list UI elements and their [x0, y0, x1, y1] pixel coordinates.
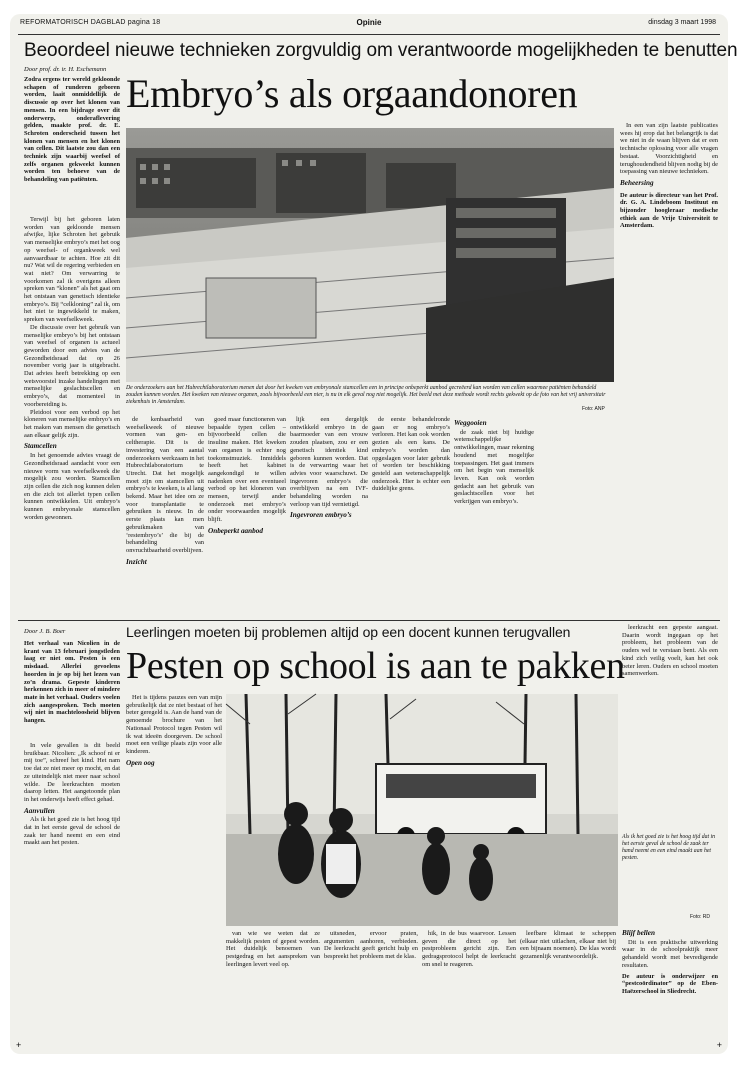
article1-column-2 [126, 416, 204, 616]
article2-headline: Pesten op school is aan te pakken [126, 645, 625, 687]
article1-col5-text: de eerste behandelronde gaan er nog embryo’s verloren. Het kan ook worden gezien als een kans. De embryo’s worden dan opgeslagen voor later gebruik of worden ter beschikking gesteld aan wetenschappelijk onderzoek. Hier is echter een duidelijke grens. [372, 416, 450, 493]
article2-column-3 [226, 930, 320, 1044]
article1-col1-p2: De discussie over het gebruik van menselijke embryo’s bij het ontstaan van weefsel of organen is actueel geworden door een advies van de Gezondheidsraad dat op 26 november vorig jaar is uitgebracht. Dat advies heeft betrekking op een wetsvoorstel inzake handelingen met menselijke geslachtscellen en embryo’s, dat momenteel in voorbereiding is. [24, 323, 120, 408]
registration-mark-left: + [16, 1040, 22, 1050]
article1-subhead-onbeperkt: Onbeperkt aanbod [208, 526, 263, 535]
article2-col4-text: uitsneden, ervoor praten, argumenten aanhoren, verbieden. De leerkracht geeft gericht hulp en bespreekt het probleem met de klas. [324, 930, 418, 961]
article2-column-5 [422, 930, 516, 1044]
article1-col2-text: de kenbaarheid van weefselkweek of nieuwe vormen van gen- en celtherapie. Dit is de investering van een aantal onderzoekers werkzaam in het Hubrechtlaboratorium te Utrecht. Dat het mogelijk moet zijn om stamcellen uit embryo’s te kweken, is al lang bekend. Maar het idee om ze voor transplantatie te gebruiken is nieuw. In de eerste plaats kan men gebruikmaken van ‘restembryo’s’ die bij de behandeling van onvruchtbaarheid overblijven. [126, 416, 204, 554]
article1-column-3 [208, 416, 286, 616]
article2-subhead-openoog: Open oog [126, 758, 155, 767]
article1-headline: Embryo’s als orgaandonoren [126, 71, 578, 116]
hospital-photo-image [126, 128, 614, 382]
article1-col3-text: goed maar functioneren van bepaalde typen cellen – bijvoorbeeld cellen die insuline maken. Het kweken van organen is echter nog toekomstmuziek. Inmiddels heeft het kabinet aangekondigd te willen nadenken over een eventueel verbod op het kloneren van mensen, terwijl ander onderzoek met embryo’s onder voorwaarden mogelijk blijft. [208, 416, 286, 524]
article2-subhead-blijfbellen: Blijf bellen [622, 929, 655, 937]
article1-lead-text: Zodra ergens ter wereld gekloonde schapen of runderen geboren worden, laait onmiddellijk de discussie op over het klonen van mensen. In een bijdrage over dit onderwerp, onderaflevering gelden, maakte prof. dr. E. Schroten onderscheid tussen het klonen van mensen en het klonen van cellen. Dit laatste zou dan een techniek zijn waarbij weefsel of zelfs organen gekweekt kunnen worden ten behoeve van de behandeling van patiënten. [24, 76, 120, 184]
article2-subhead-aanvullen: Aanvullen [24, 806, 55, 815]
hospital-photo [126, 128, 614, 382]
school-photo-image [226, 694, 618, 926]
article1-kicker: Beoordeel nieuwe technieken zorgvuldig om verantwoorde mogelijkheden te benutten [24, 40, 738, 61]
article1-photo-credit: Foto: ANP [582, 406, 605, 412]
article2-lead-text: Het verhaal van Nicolien in de krant van 13 februari jongstleden laag er niet om. Pesten is een misdaad. Allerlei gevoelens hoorden in je op bij het lezen van zo’n drama. Gepeste kinderen herkennen zich in meer of mindere mate in het verhaal. Ouders voelen zich aangesproken. Toch moeten wij niet in machteloosheid blijven hangen. [24, 640, 120, 725]
article1-column-6 [454, 416, 534, 616]
article1-column-4 [290, 416, 368, 616]
article1-lead [24, 76, 120, 210]
page-header [10, 14, 728, 34]
article2-col7-text: leerkracht een gepeste aangaat. Daarin wordt ingegaan op het probleem, het probleem van de ouders wel te verstaan bent. Als een kind zich veilig voelt, kan het ook beter leren. Ouders en school moeten samenwerken. [622, 624, 718, 678]
article2-kicker: Leerlingen moeten bij problemen altijd op een docent kunnen terugvallen [126, 624, 571, 640]
article2-col5-text: hik, in de bus waarvoor. Lessen geven die direct op het pestprobleem gericht zijn. Een gedragsprotocol helpt de leerkracht om snel te reageren. [422, 930, 516, 968]
article1-col6-text: de zaak niet bij huidige wetenschappelijke ontwikkelingen, maar rekening houdend met mogelijke toepassingen. Het gaat immers om het begin van menselijk leven. Kan ook worden gedacht aan het gebruik van geslachtscellen voor het verkrijgen van embryo’s. [454, 428, 534, 506]
header-rule [18, 34, 720, 35]
header-section: Opinie [356, 18, 382, 27]
article1-subhead-beheersing: Beheersing [620, 178, 654, 187]
article1-subhead-ingevroren: Ingevroren embryo’s [290, 511, 352, 520]
article2-col2-text: Het is tijdens pauzes een van mijn gebruikelijk dat ze niet bestaat of het beter geregeld is. Aan de hand van de genoemde brochure van het Nationaal Protocol tegen Pesten wil ik wat ideeën doorgeven. De school moet een veilige plaats zijn voor alle kinderen. [126, 694, 222, 755]
school-photo [226, 694, 618, 926]
article2-column-2 [126, 694, 222, 1044]
article1-byline: Door prof. dr. ir. H. Eschemann [24, 66, 107, 73]
registration-mark-right: + [716, 1040, 722, 1050]
article2-column-8 [622, 926, 718, 1044]
article2-col6-text: leefbare klimaat te scheppen (elkaar niet uitlachen, elkaar niet bij een bijnaam noemen). De klas wordt gezamenlijk verantwoordelijk. [520, 930, 616, 961]
article1-subhead-stamcellen: Stamcellen [24, 442, 57, 451]
article1-col4-text: lijk een dergelijk ontwikkeld embryo in de baarmoeder van een vrouw zouden plaatsen, zou er een genetisch identiek kind geboren kunnen worden. Dat is de verwarring waar het advies voor waarschuwt. De ingevroren embryo’s die overblijven na een IVF-behandeling worden na verloop van tijd vernietigd. [290, 416, 368, 508]
article1-subhead-inzicht: Inzicht [126, 557, 147, 566]
article2-byline: Door J. B. Boer [24, 628, 66, 635]
article2-col7b: Dit is een praktische uitwerking waar in de schoolpraktijk meer gehandeld wordt met bevredigende resultaten. [622, 938, 718, 969]
article2-column-7 [622, 624, 718, 830]
article1-subhead-weggooien: Weggooien [454, 419, 487, 427]
newspaper-page [10, 14, 738, 1054]
article2-caption: Als ik het goed zie is het hoog tijd dat in het eerste geval de school de zaak ter hand neemt en een eind maakt aan het pesten. [622, 834, 716, 861]
article2-col1b: Als ik het goed zie is het hoog tijd dat in het eerste geval de school de zaak ter hand neemt en een eind maakt aan het pesten. [24, 816, 120, 847]
article1-col1-p3: Pleidooi voor een verbod op het kloneren van menselijke embryo’s en het maken van mensen die genetisch aan elkaar gelijk zijn. [24, 408, 120, 439]
article1-column-7 [620, 122, 718, 502]
article1-col7-text: In een van zijn laatste publicaties wees hij erop dat het belangrijk is dat we niet in de waan blijven dat er een technische oplossing voor alle vragen bestaat. Voorzichtigheid en terughoudendheid blijven nodig bij de toepassing van nieuwe technieken. [620, 122, 718, 176]
article2-col1-text: In vele gevallen is dit beeld bruikbaar. Nicolien: „Ik schoof ni er mij toe”, schreef het kind. Het nam toe dat ze niet meer op mocht, en dat ze uiteindelijk niet meer naar school wilde. De leerkrachten moeten daarop letten. Het aangetoonde plan in het onderwijs heeft effect gehad. [24, 742, 120, 803]
article2-author-note: De auteur is onderwijzer en “pestcoördinator” op de Eben-Haëzerschool in Sliedrecht. [622, 972, 718, 995]
article2-col3-text: van wie we weten dat ze makkelijk pesten of gepest worden. Het duidelijk benoemen van pestgedrag en het aanspreken van leerlingen levert veel op. [226, 930, 320, 968]
article2-column-6 [520, 930, 616, 1044]
article1-column-5 [372, 416, 450, 616]
article1-col1-p1: Terwijl bij het geboren laten worden van gekloonde mensen afwijke, lijke Schroten het gebruik van menselijke embryo’s met het oog op weefsel- of organkweek wel aanvaardbaar te achten. Hoe zit dit nu? Wat wil de regering verbieden en wat niet? Om verwarring te voorkomen zal ik overigens alleen spreken van “klonen” als het gaat om het ontstaan van genetisch identieke embryo’s. Bij “celkloning” zal ik, om het niet te ingewikkeld te maken, spreken van weefselkweek. [24, 216, 121, 324]
article1-caption: De onderzoekers aan het Hubrechtlaboratorium menen dat door het kweken van embryonale stamcellen een in principe onbeperkt aanbod gecreëerd kan worden van cellen waarmee patiënten behandeld zouden kunnen worden. Het kweken van nieuwe organen, zoals bijvoorbeeld een nier, is nu in elk geval nog niet mogelijk. Het beeld met deze methode wordt rechts gekwekt op de foto van het vrij universitair ziekenhuis in Amsterdam. [126, 385, 606, 405]
article2-column-4 [324, 930, 418, 1044]
article1-author-note: De auteur is directeur van het Prof. dr. G. A. Lindeboom Instituut en bijzonder hoogleraar medische ethiek aan de Vrije Universiteit te Amsterdam. [620, 191, 718, 230]
article1-column-1 [24, 216, 121, 521]
article2-photo-credit: Foto: RD [690, 914, 711, 920]
header-publication: REFORMATORISCH DAGBLAD pagina 18 [20, 19, 161, 26]
article2-column-1 [24, 742, 120, 1042]
article2-lead [24, 640, 120, 736]
header-date: dinsdag 3 maart 1998 [648, 19, 716, 26]
article1-col1b: In het genoemde advies vraagt de Gezondheidsraad aandacht voor een nieuwe vorm van weefselkweek die mogelijk zou worden. Stamcellen zijn cellen die zich nog kunnen delen en die zich tot allerlei typen cellen kunnen ontwikkelen. Uit embryo’s kunnen embryonale stamcellen worden gewonnen. [24, 452, 120, 521]
article-divider [18, 620, 720, 621]
